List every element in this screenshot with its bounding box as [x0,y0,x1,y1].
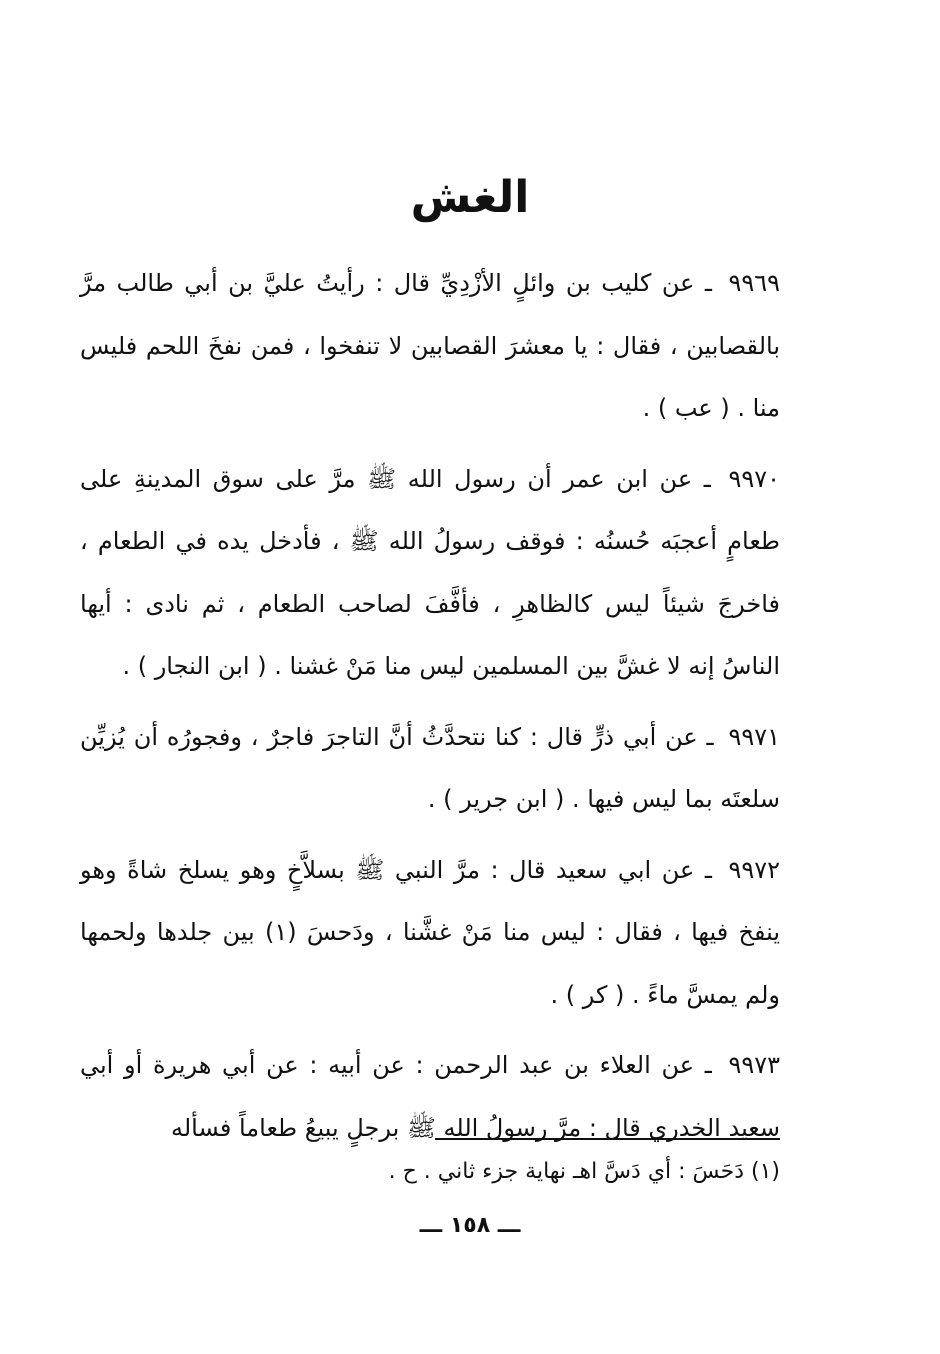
hadith-number: ٩٩٧٠ [728,464,781,493]
hadith-number: ٩٩٧٣ [728,1051,780,1079]
hadith-paragraph [80,839,780,1027]
hadith-text: ـ عن ابي سعيد قال : مرَّ النبي ﷺ بسلاَّخٍ وهو يسلخ شاةً وهو ينفخ فيها ، فقال : ليس منا مَنْ غشَّنا ، ودَحسَ (١) بين جلدها ولحمها ولم يمسَّ ماءً . ( كر ) . [80,855,781,1009]
page-number: ـــ ١٥٨ ـــ [419,1213,521,1238]
hadith-number: ٩٩٦٩ [728,269,780,297]
hadith-number: ٩٩٧٢ [728,855,780,884]
hadith-paragraph [80,706,780,831]
chapter-heading: الغش [410,172,530,223]
body-text [80,252,780,1167]
hadith-paragraph [80,252,780,440]
hadith-number: ٩٩٧١ [728,722,780,751]
hadith-text: ـ عن العلاء بن عبد الرحمن : عن أبيه : عن أبي هريرة أو أبي سعيد الخدري قال : مرَّ رسولُ الله ﷺ برجلٍ يبيعُ طعاماً فسأله [80,1051,780,1142]
footnote: (١) دَحَسَ : أي دَسَّ اهـ نهاية جزء ثاني . ح . [388,1159,780,1184]
footnote-divider [435,1138,780,1140]
hadith-paragraph [80,448,780,698]
hadith-text: ـ عن ابن عمر أن رسول الله ﷺ مرَّ على سوق المدينةِ على طعامٍ أعجبَه حُسنُه : فوقف رسولُ الله ﷺ ، فأدخل يده في الطعام ، فاخرجَ شيئاً ليس كالظاهرِ ، فأفَّفَ لصاحب الطعام ، ثم نادى : أيها الناسُ إنه لا غشَّ بين المسلمين ليس منا مَنْ غشنا . ( ابن النجار ) . [80,464,780,680]
hadith-paragraph [80,1034,780,1159]
hadith-text: ـ عن كليب بن وائلٍ الأزْدِيِّ قال : رأيتُ عليَّ بن أبي طالب مرَّ بالقصابين ، فقال : يا معشرَ القصابين لا تنفخوا ، فمن نفخَ اللحم فليس منا . ( عب ) . [80,269,780,422]
hadith-text: ـ عن أبي ذرٍّ قال : كنا نتحدَّثُ أنَّ التاجرَ فاجرٌ ، وفجورُه أن يُزيِّن سلعتَه بما ليس فيها . ( ابن جرير ) . [80,722,780,813]
